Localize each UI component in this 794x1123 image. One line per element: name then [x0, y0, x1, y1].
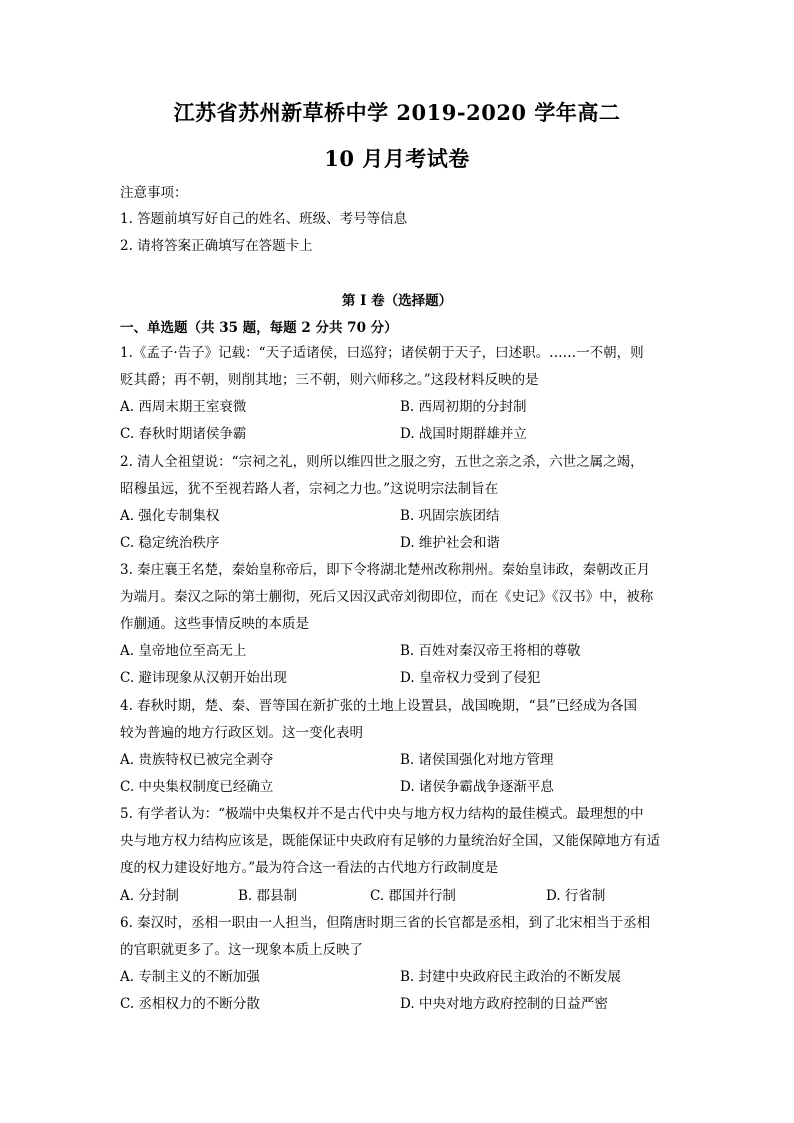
question-4-option-a[interactable]: A. 贵族特权已被完全剥夺 [120, 752, 274, 768]
question-6-option-a[interactable]: A. 专制主义的不断加强 [120, 969, 260, 985]
question-6-option-d[interactable]: D. 中央对地方政府控制的日益严密 [400, 996, 608, 1012]
question-6-option-b[interactable]: B. 封建中央政府民主政治的不断发展 [400, 969, 622, 985]
question-1-option-a[interactable]: A. 西周末期王室衰微 [120, 399, 247, 415]
question-6-line: 的官职就更多了。这一现象本质上反映了 [120, 942, 363, 958]
question-4-line: 4. 春秋时期，楚、秦、晋等国在新扩张的土地上设置县，战国晚期，“县”已经成为各国 [120, 698, 637, 714]
question-3-line: 3. 秦庄襄王名楚，秦始皇称帝后，即下令将湖北楚州改称荆州。秦始皇讳政，秦朝改正月 [120, 562, 651, 578]
question-4-line: 较为普遍的地方行政区划。这一变化表明 [120, 725, 363, 741]
question-5-option-d[interactable]: D. 行省制 [546, 888, 606, 904]
question-4-option-b[interactable]: B. 诸侯国强化对地方管理 [400, 752, 554, 768]
question-3-line: 为端月。秦汉之际的第士蒯彻，死后又因汉武帝刘彻即位，而在《史记》《汉书》中，被称 [120, 589, 654, 605]
question-6-option-c[interactable]: C. 丞相权力的不断分散 [120, 996, 260, 1012]
question-3-option-c[interactable]: C. 避讳现象从汉朝开始出现 [120, 670, 287, 686]
question-5-option-c[interactable]: C. 郡国并行制 [370, 888, 456, 904]
question-2-option-d[interactable]: D. 维护社会和谐 [400, 535, 500, 551]
section-title: 第 I 卷（选择题） [341, 293, 453, 309]
question-5-line: 央与地方权力结构应该是，既能保证中央政府有足够的力量统治好全国，又能保障地方有适 [120, 833, 660, 849]
question-3-option-b[interactable]: B. 百姓对秦汉帝王将相的尊敬 [400, 643, 581, 659]
notice-item: 2. 请将答案正确填写在答题卡上 [120, 238, 313, 254]
question-2-line: 2. 清人全祖望说：“宗祠之礼，则所以维四世之服之穷，五世之亲之杀，六世之属之竭， [120, 454, 644, 470]
question-3-option-a[interactable]: A. 皇帝地位至高无上 [120, 643, 247, 659]
question-1-option-b[interactable]: B. 西周初期的分封制 [400, 399, 527, 415]
question-4-option-d[interactable]: D. 诸侯争霸战争逐渐平息 [400, 779, 554, 795]
question-1-line: 1.《孟子·告子》记载：“天子适诸侯，曰巡狩；诸侯朝于天子，曰述职。……一不朝，则 [120, 345, 644, 361]
question-5-line: 5. 有学者认为：“极端中央集权并不是古代中央与地方权力结构的最佳模式。最理想的中 [120, 806, 644, 822]
question-6-line: 6. 秦汉时，丞相一职由一人担当，但隋唐时期三省的长官都是丞相，到了北宋相当于丞相 [120, 915, 651, 931]
question-2-option-a[interactable]: A. 强化专制集权 [120, 508, 220, 524]
question-5-option-b[interactable]: B. 郡县制 [238, 888, 298, 904]
question-5-option-a[interactable]: A. 分封制 [120, 888, 179, 904]
question-1-line: 贬其爵；再不朝，则削其地；三不朝，则六师移之。”这段材料反映的是 [120, 372, 539, 388]
question-2-line: 昭穆虽远，犹不至视若路人者，宗祠之力也。”这说明宗法制旨在 [120, 481, 499, 497]
exam-title-line2: 10 月月考试卷 [324, 146, 470, 171]
question-2-option-b[interactable]: B. 巩固宗族团结 [400, 508, 500, 524]
question-4-option-c[interactable]: C. 中央集权制度已经确立 [120, 779, 274, 795]
question-2-option-c[interactable]: C. 稳定统治秩序 [120, 535, 220, 551]
notice-item: 1. 答题前填写好自己的姓名、班级、考号等信息 [120, 211, 408, 227]
question-1-option-d[interactable]: D. 战国时期群雄并立 [400, 426, 527, 442]
question-1-option-c[interactable]: C. 春秋时期诸侯争霸 [120, 426, 247, 442]
notice-label: 注意事项： [120, 185, 188, 201]
question-3-option-d[interactable]: D. 皇帝权力受到了侵犯 [400, 670, 541, 686]
question-5-line: 度的权力建设好地方。”最为符合这一看法的古代地方行政制度是 [120, 860, 499, 876]
question-3-line: 作蒯通。这些事情反映的本质是 [120, 616, 309, 632]
exam-title-line1: 江苏省苏州新草桥中学 2019-2020 学年高二 [173, 100, 621, 125]
part-heading: 一、单选题（共 35 题，每题 2 分共 70 分） [120, 320, 398, 336]
